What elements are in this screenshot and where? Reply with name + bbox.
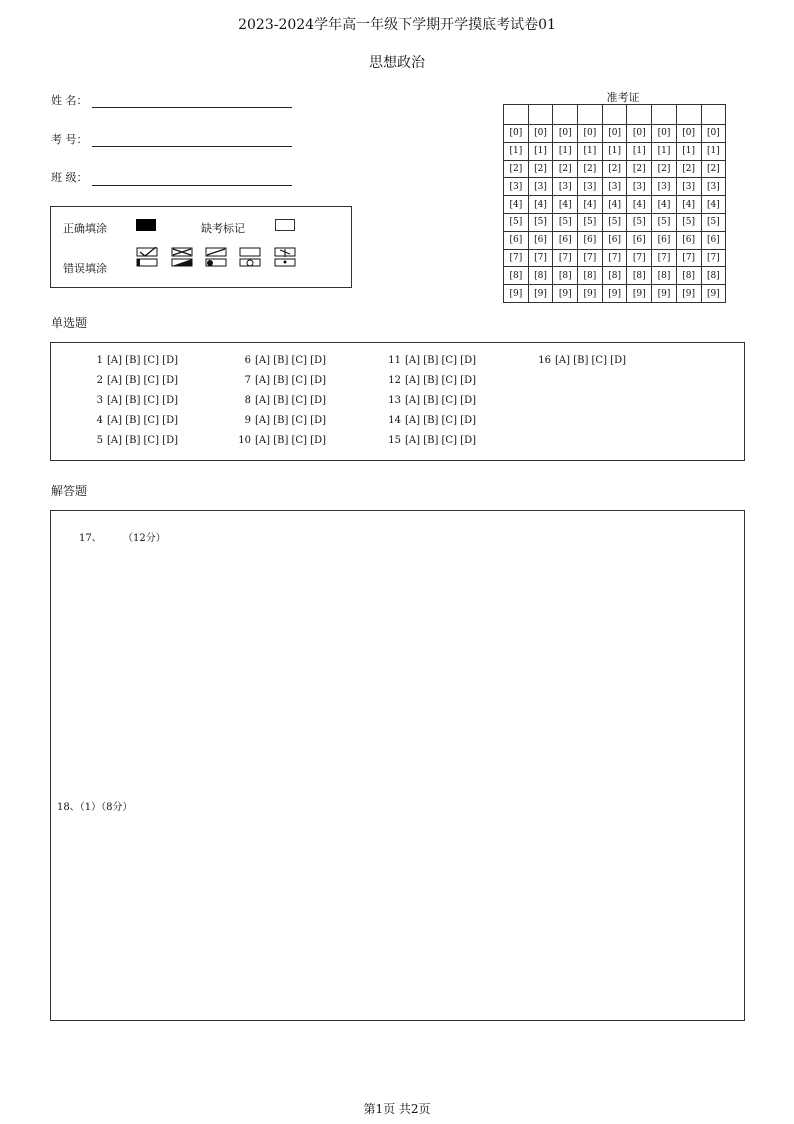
admission-digit-bubble[interactable]: [2]: [676, 160, 701, 178]
admission-digit-bubble[interactable]: [9]: [553, 285, 578, 303]
answer-bubbles[interactable]: [A] [B] [C] [D]: [255, 395, 326, 406]
admission-digit-bubble[interactable]: [9]: [528, 285, 553, 303]
question-number: 1: [96, 355, 103, 366]
admission-digit-bubble[interactable]: [8]: [602, 267, 627, 285]
admission-digit-bubble[interactable]: [8]: [676, 267, 701, 285]
question-3-options[interactable]: [89, 395, 178, 406]
admission-digit-entry[interactable]: [627, 105, 652, 125]
admission-ticket-grid: [503, 104, 726, 303]
admission-digit-bubble[interactable]: [1]: [504, 142, 529, 160]
admission-digit-entry[interactable]: [602, 105, 627, 125]
question-4-options[interactable]: [89, 415, 178, 426]
admission-digit-bubble[interactable]: [6]: [578, 231, 603, 249]
question-number: 8: [244, 395, 251, 406]
question-14-options[interactable]: [387, 415, 476, 426]
question-number: 3: [96, 395, 103, 406]
admission-digit-bubble[interactable]: [5]: [553, 213, 578, 231]
admission-digit-bubble[interactable]: [0]: [676, 125, 701, 143]
admission-digit-bubble[interactable]: [2]: [553, 160, 578, 178]
admission-digit-bubble[interactable]: [6]: [676, 231, 701, 249]
admission-digit-bubble[interactable]: [8]: [504, 267, 529, 285]
admission-digit-bubble[interactable]: [8]: [701, 267, 726, 285]
question-number: 5: [96, 435, 103, 446]
admission-digit-bubble[interactable]: [1]: [627, 142, 652, 160]
question-2-options[interactable]: [89, 375, 178, 386]
question-number: 15: [388, 435, 401, 446]
admission-digit-bubble[interactable]: [3]: [602, 178, 627, 196]
admission-digit-bubble[interactable]: [2]: [652, 160, 677, 178]
admission-digit-entry[interactable]: [553, 105, 578, 125]
admission-digit-bubble[interactable]: [7]: [701, 249, 726, 267]
admission-digit-bubble[interactable]: [0]: [701, 125, 726, 143]
question-number: 13: [388, 395, 401, 406]
question-number: 16: [538, 355, 551, 366]
admission-digit-bubble[interactable]: [7]: [627, 249, 652, 267]
class-field[interactable]: [92, 185, 292, 186]
answer-bubbles[interactable]: [A] [B] [C] [D]: [107, 355, 178, 366]
exam-number-field[interactable]: [92, 146, 292, 147]
answer-bubbles[interactable]: [A] [B] [C] [D]: [255, 415, 326, 426]
admission-digit-bubble[interactable]: [5]: [627, 213, 652, 231]
question-number: 6: [244, 355, 251, 366]
wrong-fill-check-icon: [136, 247, 158, 267]
admission-digit-bubble[interactable]: [9]: [627, 285, 652, 303]
admission-digit-bubble[interactable]: [6]: [627, 231, 652, 249]
admission-digit-bubble[interactable]: [6]: [528, 231, 553, 249]
admission-digit-bubble[interactable]: [9]: [504, 285, 529, 303]
question-11-options[interactable]: [387, 355, 476, 366]
admission-digit-bubble[interactable]: [3]: [528, 178, 553, 196]
admission-digit-bubble[interactable]: [1]: [578, 142, 603, 160]
wrong-fill-cross-icon: [171, 247, 193, 267]
admission-digit-bubble[interactable]: [4]: [602, 196, 627, 214]
wrong-fill-dot-icon: [274, 247, 296, 267]
admission-digit-bubble[interactable]: [8]: [652, 267, 677, 285]
question-number: 9: [244, 415, 251, 426]
admission-digit-bubble[interactable]: [3]: [627, 178, 652, 196]
admission-digit-bubble[interactable]: [5]: [676, 213, 701, 231]
admission-digit-bubble[interactable]: [2]: [578, 160, 603, 178]
admission-digit-bubble[interactable]: [7]: [553, 249, 578, 267]
admission-ticket-title: 准考证: [606, 91, 640, 104]
wrong-fill-circle-icon: [239, 247, 261, 267]
admission-digit-bubble[interactable]: [1]: [553, 142, 578, 160]
admission-digit-bubble[interactable]: [2]: [627, 160, 652, 178]
admission-digit-bubble[interactable]: [0]: [528, 125, 553, 143]
admission-digit-bubble[interactable]: [8]: [627, 267, 652, 285]
answer-bubbles[interactable]: [A] [B] [C] [D]: [405, 355, 476, 366]
admission-digit-bubble[interactable]: [2]: [701, 160, 726, 178]
admission-digit-bubble[interactable]: [7]: [528, 249, 553, 267]
admission-digit-bubble[interactable]: [4]: [652, 196, 677, 214]
admission-digit-bubble[interactable]: [5]: [652, 213, 677, 231]
admission-digit-bubble[interactable]: [8]: [578, 267, 603, 285]
admission-digit-bubble[interactable]: [3]: [504, 178, 529, 196]
admission-digit-bubble[interactable]: [4]: [701, 196, 726, 214]
admission-digit-bubble[interactable]: [9]: [578, 285, 603, 303]
admission-digit-bubble[interactable]: [4]: [553, 196, 578, 214]
admission-digit-bubble[interactable]: [5]: [602, 213, 627, 231]
question-13-options[interactable]: [387, 395, 476, 406]
admission-digit-bubble[interactable]: [3]: [676, 178, 701, 196]
question-1-options[interactable]: [89, 355, 178, 366]
name-label: 姓 名：: [51, 94, 88, 107]
admission-digit-bubble[interactable]: [6]: [652, 231, 677, 249]
question-number: 7: [244, 375, 251, 386]
question-18-label: 18、（1）（8分）: [57, 802, 133, 813]
question-17-number: 17、: [79, 533, 102, 544]
admission-digit-bubble[interactable]: [7]: [578, 249, 603, 267]
admission-digit-bubble[interactable]: [4]: [504, 196, 529, 214]
single-choice-title: 单选题: [51, 316, 88, 330]
admission-digit-bubble[interactable]: [6]: [553, 231, 578, 249]
fill-legend: [50, 206, 352, 288]
answer-bubbles[interactable]: [A] [B] [C] [D]: [405, 375, 476, 386]
admission-digit-bubble[interactable]: [4]: [676, 196, 701, 214]
name-field[interactable]: [92, 107, 292, 108]
question-8-options[interactable]: [237, 395, 326, 406]
answer-section-title: 解答题: [51, 484, 88, 498]
exam-number-label: 考 号：: [51, 133, 88, 146]
admission-digit-bubble[interactable]: [5]: [528, 213, 553, 231]
correct-fill-sample: [136, 219, 156, 231]
answer-bubbles[interactable]: [A] [B] [C] [D]: [405, 415, 476, 426]
question-16-options[interactable]: [537, 355, 626, 366]
admission-digit-bubble[interactable]: [2]: [602, 160, 627, 178]
admission-digit-bubble[interactable]: [5]: [504, 213, 529, 231]
admission-digit-bubble[interactable]: [3]: [553, 178, 578, 196]
admission-digit-bubble[interactable]: [7]: [602, 249, 627, 267]
answer-bubbles[interactable]: [A] [B] [C] [D]: [405, 435, 476, 446]
question-number: 14: [388, 415, 401, 426]
admission-digit-entry[interactable]: [652, 105, 677, 125]
admission-digit-bubble[interactable]: [4]: [627, 196, 652, 214]
page-footer: 第1页 共2页: [363, 1102, 431, 1116]
question-9-options[interactable]: [237, 415, 326, 426]
subject-title: 思想政治: [369, 55, 425, 71]
admission-digit-bubble[interactable]: [6]: [602, 231, 627, 249]
single-choice-answer-box: [50, 342, 745, 461]
question-number: 2: [96, 375, 103, 386]
correct-fill-label: 正确填涂: [63, 222, 107, 235]
admission-digit-bubble[interactable]: [3]: [578, 178, 603, 196]
admission-digit-bubble[interactable]: [6]: [701, 231, 726, 249]
admission-digit-bubble[interactable]: [1]: [652, 142, 677, 160]
admission-digit-bubble[interactable]: [3]: [701, 178, 726, 196]
admission-digit-bubble[interactable]: [0]: [627, 125, 652, 143]
absent-mark-box[interactable]: [275, 219, 295, 231]
answer-bubbles[interactable]: [A] [B] [C] [D]: [107, 395, 178, 406]
admission-digit-entry[interactable]: [578, 105, 603, 125]
admission-digit-bubble[interactable]: [1]: [701, 142, 726, 160]
admission-digit-bubble[interactable]: [4]: [578, 196, 603, 214]
question-5-options[interactable]: [89, 435, 178, 446]
admission-digit-bubble[interactable]: [8]: [528, 267, 553, 285]
absent-mark-label: 缺考标记: [201, 222, 245, 235]
question-15-options[interactable]: [387, 435, 476, 446]
admission-digit-bubble[interactable]: [7]: [676, 249, 701, 267]
question-number: 12: [388, 375, 401, 386]
answer-bubbles[interactable]: [A] [B] [C] [D]: [255, 435, 326, 446]
admission-digit-bubble[interactable]: [3]: [652, 178, 677, 196]
question-12-options[interactable]: [387, 375, 476, 386]
wrong-fill-slash-icon: [205, 247, 227, 267]
answer-bubbles[interactable]: [A] [B] [C] [D]: [107, 415, 178, 426]
question-number: 11: [388, 355, 401, 366]
question-number: 4: [96, 415, 103, 426]
admission-digit-bubble[interactable]: [7]: [652, 249, 677, 267]
admission-digit-bubble[interactable]: [4]: [528, 196, 553, 214]
admission-digit-bubble[interactable]: [2]: [504, 160, 529, 178]
admission-digit-bubble[interactable]: [6]: [504, 231, 529, 249]
question-number: 10: [238, 435, 251, 446]
answer-bubbles[interactable]: [A] [B] [C] [D]: [405, 395, 476, 406]
answer-bubbles[interactable]: [A] [B] [C] [D]: [255, 355, 326, 366]
admission-digit-bubble[interactable]: [7]: [504, 249, 529, 267]
question-6-options[interactable]: [237, 355, 326, 366]
admission-digit-bubble[interactable]: [0]: [504, 125, 529, 143]
admission-digit-bubble[interactable]: [9]: [652, 285, 677, 303]
answer-bubbles[interactable]: [A] [B] [C] [D]: [107, 435, 178, 446]
admission-digit-bubble[interactable]: [1]: [602, 142, 627, 160]
admission-digit-bubble[interactable]: [5]: [701, 213, 726, 231]
admission-digit-bubble[interactable]: [5]: [578, 213, 603, 231]
admission-digit-entry[interactable]: [701, 105, 726, 125]
admission-digit-bubble[interactable]: [0]: [602, 125, 627, 143]
answer-bubbles[interactable]: [A] [B] [C] [D]: [255, 375, 326, 386]
admission-digit-bubble[interactable]: [9]: [676, 285, 701, 303]
question-17-score: （12分）: [123, 533, 166, 544]
admission-digit-entry[interactable]: [528, 105, 553, 125]
question-7-options[interactable]: [237, 375, 326, 386]
admission-digit-entry[interactable]: [676, 105, 701, 125]
exam-title: 2023-2024学年高一年级下学期开学摸底考试卷01: [238, 17, 556, 33]
admission-digit-bubble[interactable]: [0]: [553, 125, 578, 143]
question-10-options[interactable]: [237, 435, 326, 446]
admission-digit-bubble[interactable]: [8]: [553, 267, 578, 285]
admission-digit-bubble[interactable]: [0]: [652, 125, 677, 143]
answer-bubbles[interactable]: [A] [B] [C] [D]: [107, 375, 178, 386]
class-label: 班 级：: [51, 171, 88, 184]
admission-digit-bubble[interactable]: [1]: [528, 142, 553, 160]
admission-digit-bubble[interactable]: [9]: [602, 285, 627, 303]
admission-digit-entry[interactable]: [504, 105, 529, 125]
wrong-fill-label: 错误填涂: [63, 262, 107, 275]
answer-bubbles[interactable]: [A] [B] [C] [D]: [555, 355, 626, 366]
admission-digit-bubble[interactable]: [9]: [701, 285, 726, 303]
admission-digit-bubble[interactable]: [1]: [676, 142, 701, 160]
admission-digit-bubble[interactable]: [2]: [528, 160, 553, 178]
answer-area[interactable]: [50, 510, 745, 1021]
admission-digit-bubble[interactable]: [0]: [578, 125, 603, 143]
